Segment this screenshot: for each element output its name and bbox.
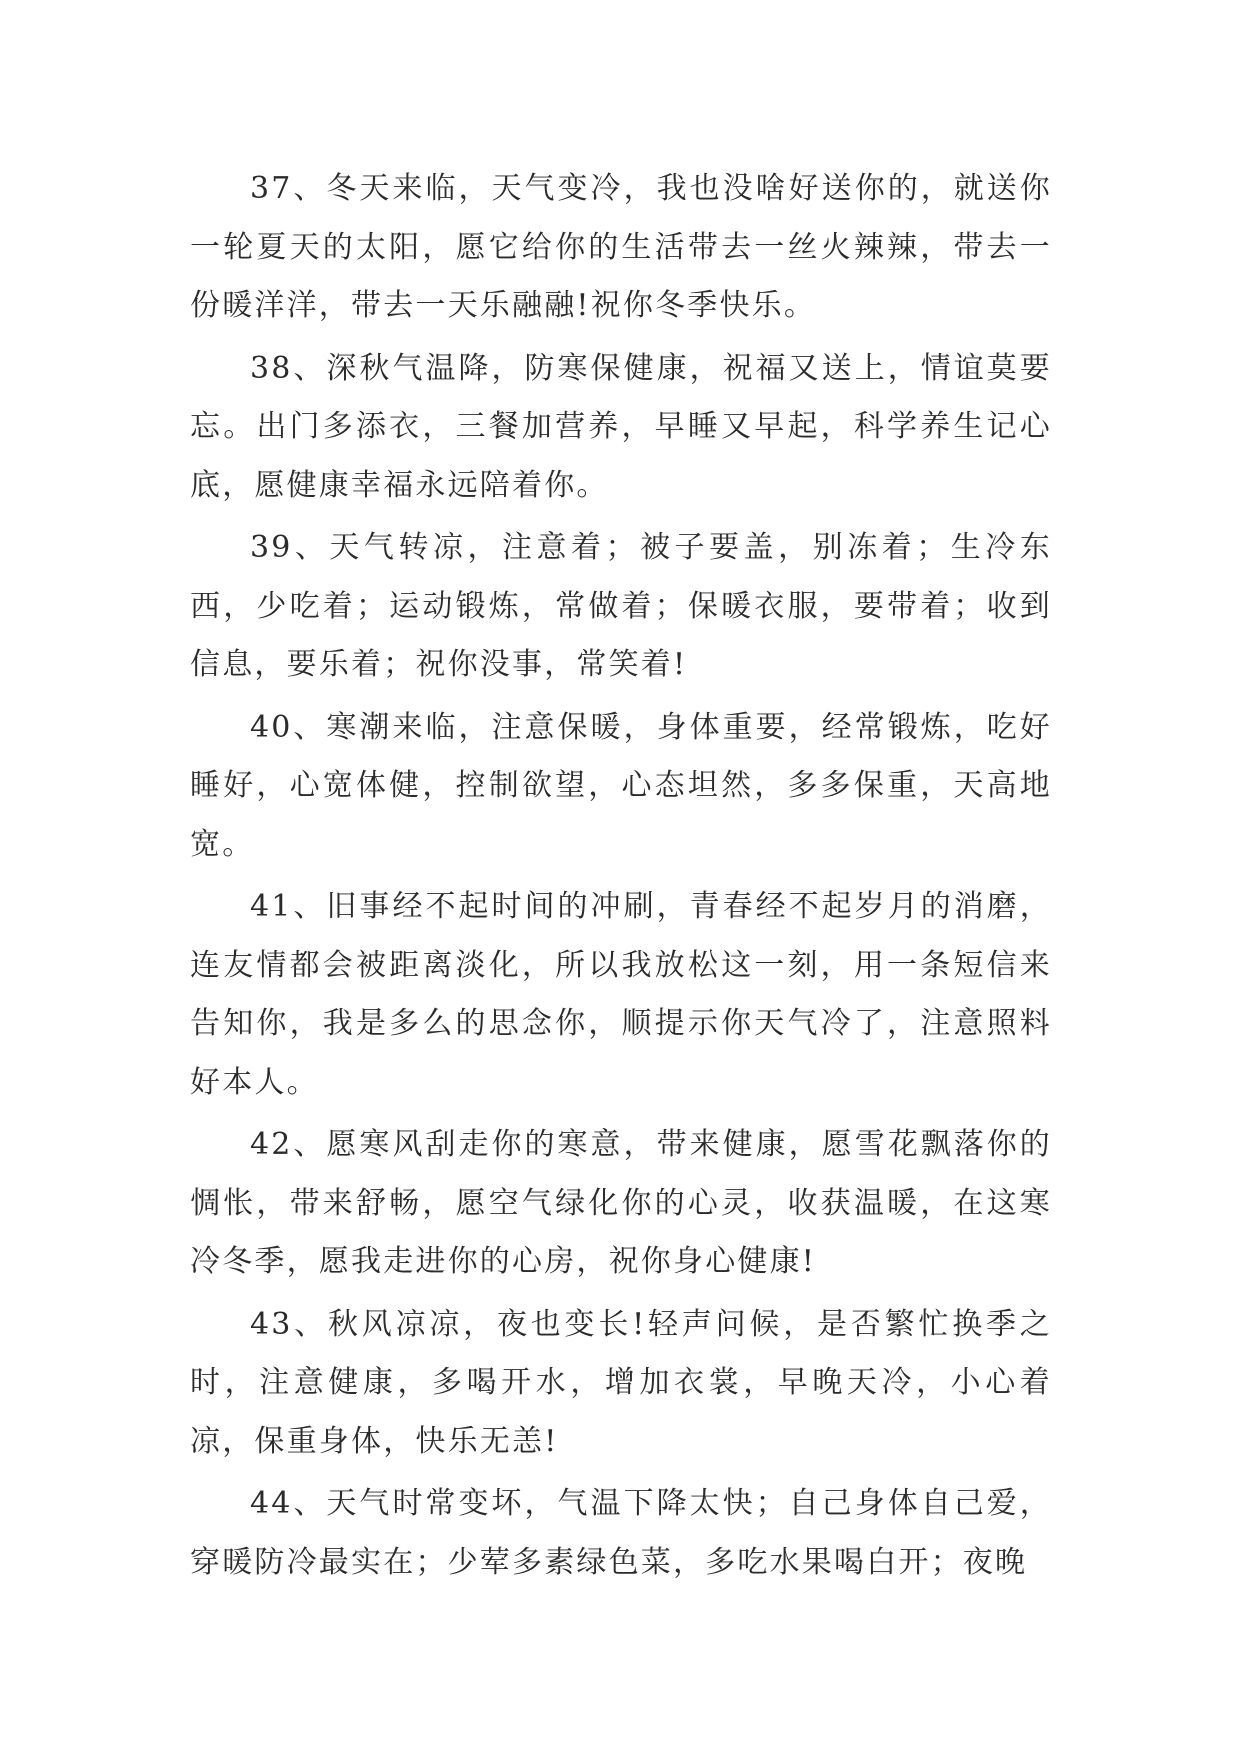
paragraph-43: 43、秋风凉凉，夜也变长!轻声问候，是否繁忙换季之时，注意健康，多喝开水，增加衣裳，早晚天冷，小心着凉，保重身体，快乐无恙! bbox=[190, 1306, 1052, 1459]
paragraph-40: 40、寒潮来临，注意保暖，身体重要，经常锻炼，吃好睡好，心宽体健，控制欲望，心态坦然，多多保重，天高地宽。 bbox=[190, 709, 1052, 862]
paragraph-38: 38、深秋气温降，防寒保健康，祝福又送上，情谊莫要忘。出门多添衣，三餐加营养，早睡又早起，科学养生记心底，愿健康幸福永远陪着你。 bbox=[190, 350, 1052, 503]
paragraph-44: 44、天气时常变坏，气温下降太快；自己身体自己爱，穿暖防冷最实在；少荤多素绿色菜，多吃水果喝白开；夜晚 bbox=[190, 1486, 1052, 1580]
paragraph-37: 37、冬天来临，天气变冷，我也没啥好送你的，就送你一轮夏天的太阳，愿它给你的生活带去一丝火辣辣，带去一份暖洋洋，带去一天乐融融!祝你冬季快乐。 bbox=[190, 171, 1052, 323]
paragraph-39: 39、天气转凉，注意着；被子要盖，别冻着；生冷东西，少吃着；运动锻炼，常做着；保暖衣服，要带着；收到信息，要乐着；祝你没事，常笑着! bbox=[190, 530, 1052, 682]
paragraph-41: 41、旧事经不起时间的冲刷，青春经不起岁月的消磨，连友情都会被距离淡化，所以我放松这一刻，用一条短信来告知你，我是多么的思念你，顺提示你天气冷了，注意照料好本人。 bbox=[190, 889, 1052, 1100]
paragraph-42: 42、愿寒风刮走你的寒意，带来健康，愿雪花飘落你的惆怅，带来舒畅，愿空气绿化你的心灵，收获温暖，在这寒冷冬季，愿我走进你的心房，祝你身心健康! bbox=[190, 1127, 1052, 1279]
document-body bbox=[190, 160, 1052, 1596]
